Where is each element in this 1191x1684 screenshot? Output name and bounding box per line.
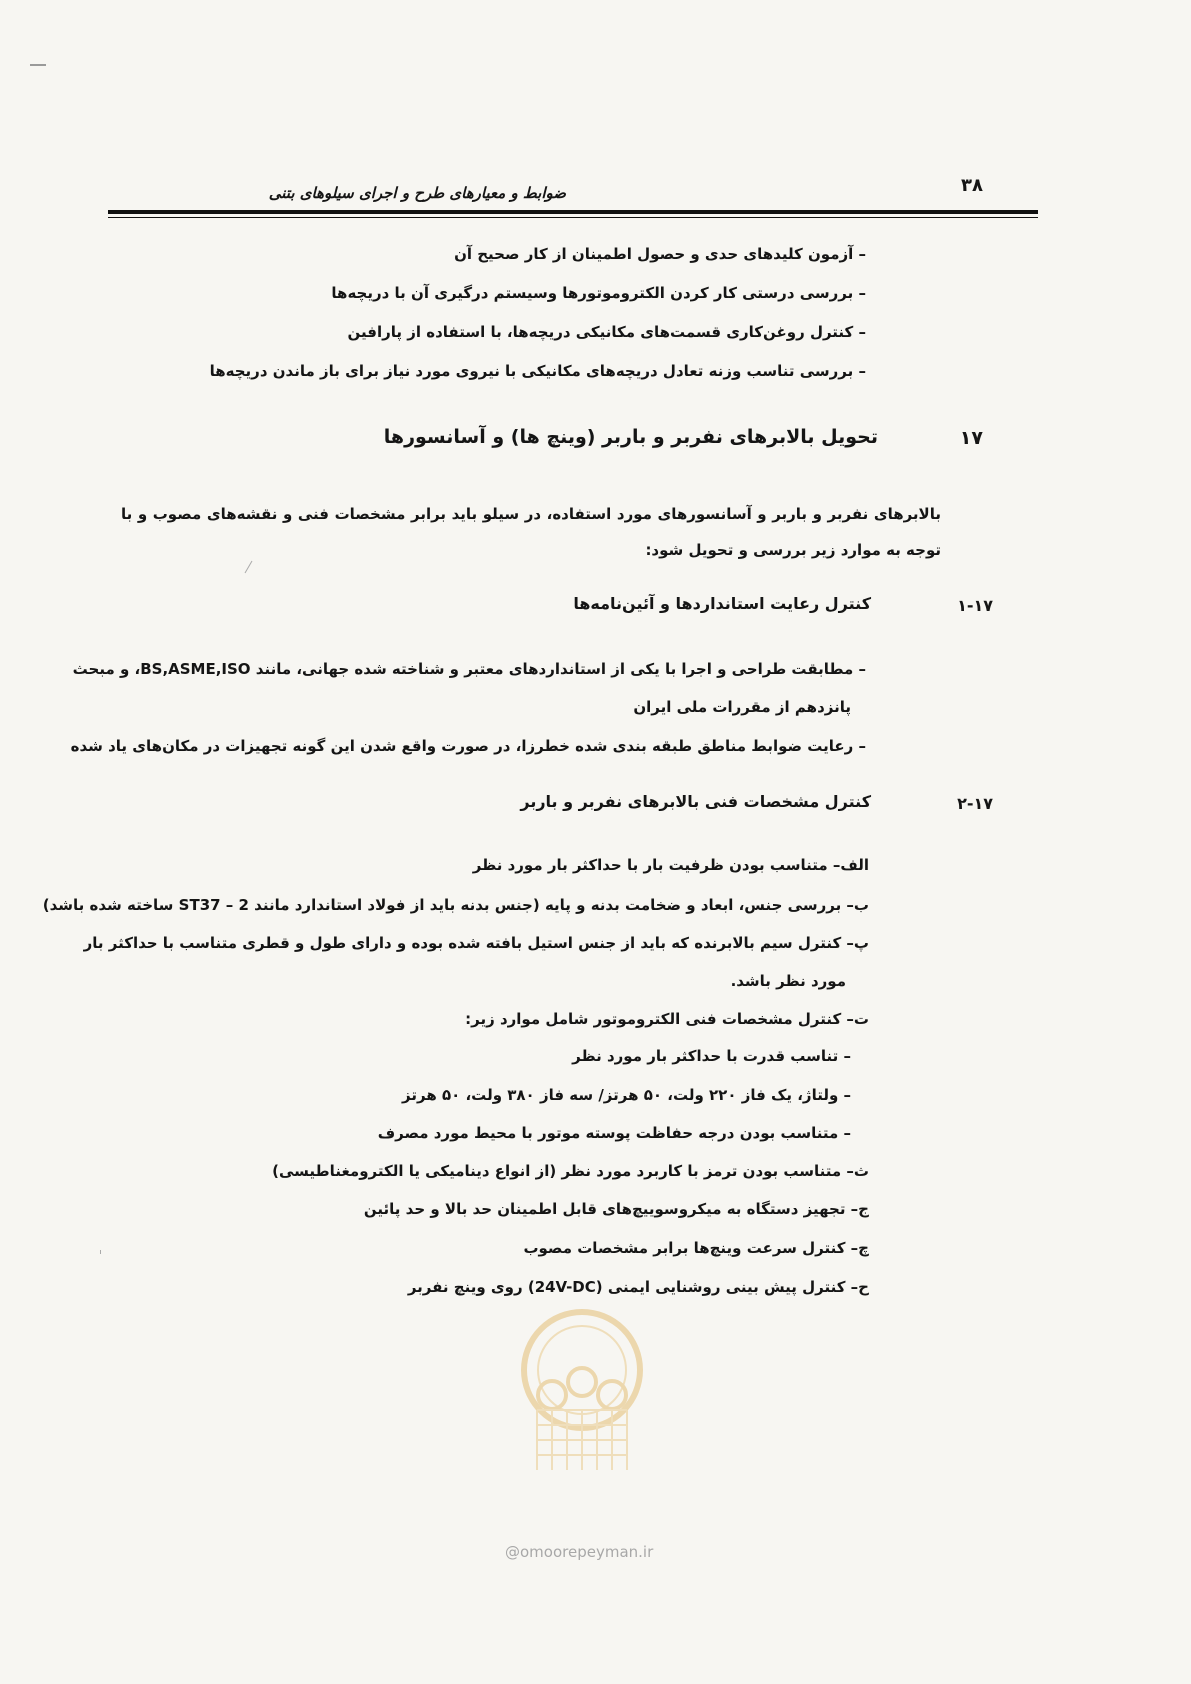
section-heading: تحویل بالابرهای نفربر و باربر (وینچ ها) و آسانسورها bbox=[383, 426, 878, 448]
header-rule-thick bbox=[108, 210, 1038, 214]
list-item: چ– کنترل سرعت وینچ‌ها برابر مشخصات مصوب bbox=[523, 1239, 869, 1257]
list-item: – رعایت ضوابط مناطق طبقه بندی شده خطرزا، در صورت واقع شدن این گونه تجهیزات در مکان‌های یاد شده bbox=[70, 737, 866, 755]
subsection-number: ۲-۱۷ bbox=[957, 794, 993, 813]
sub-list-item: – متناسب بودن درجه حفاظت پوسته موتور با محیط مورد مصرف bbox=[377, 1124, 851, 1142]
list-item: – مطابقت طراحی و اجرا با یکی از استانداردهای معتبر و شناخته شده جهانی، مانند BS,ASME,ISO، و مبحث bbox=[72, 660, 866, 678]
list-item: ج– تجهیز دستگاه به میکروسوییچ‌های قابل اطمینان حد بالا و حد پائین bbox=[363, 1200, 869, 1218]
subsection-heading: کنترل مشخصات فنی بالابرهای نفربر و باربر bbox=[520, 792, 871, 811]
page-number: ۳۸ bbox=[961, 175, 983, 196]
intro-bullet: – بررسی درستی کار کردن الکتروموتورها وسیستم درگیری آن با دریچه‌ها bbox=[331, 284, 866, 302]
watermark-stamp bbox=[492, 1300, 672, 1480]
subsection-heading: کنترل رعایت استانداردها و آئین‌نامه‌ها bbox=[573, 594, 871, 613]
list-item: ح– کنترل پیش بینی روشنایی ایمنی (24V-DC) روی وینچ نفربر bbox=[407, 1278, 869, 1296]
list-item: پ– کنترل سیم بالابرنده که باید از جنس استیل بافته شده بوده و دارای طول و قطری متناسب با حداکثر بار bbox=[83, 934, 869, 952]
section-paragraph: بالابرهای نفربر و باربر و آسانسورهای مورد استفاده، در سیلو باید برابر مشخصات فنی و نقشه‌های مصوب و با توجه به موارد زیر بررسی و تحویل شود: bbox=[121, 505, 941, 559]
list-item-continuation: مورد نظر باشد. bbox=[730, 972, 846, 990]
header-rule-thin bbox=[108, 217, 1038, 218]
list-item: الف– متناسب بودن ظرفیت بار با حداکثر بار مورد نظر bbox=[472, 856, 869, 874]
intro-bullet: – آزمون کلیدهای حدی و حصول اطمینان از کار صحیح آن bbox=[454, 245, 866, 263]
list-item: ث– متناسب بودن ترمز با کاربرد مورد نظر (از انواع دینامیکی یا الکترومغناطیسی) bbox=[272, 1162, 869, 1180]
list-item: ب– بررسی جنس، ابعاد و ضخامت بدنه و پایه (جنس بدنه باید از فولاد استاندارد مانند ST37 – 2 ساخته شده باشد) bbox=[42, 896, 869, 914]
list-item: ت– کنترل مشخصات فنی الکتروموتور شامل موارد زیر: bbox=[465, 1010, 869, 1028]
subsection-number: ۱-۱۷ bbox=[957, 596, 993, 615]
sub-list-item: – تناسب قدرت با حداکثر بار مورد نظر bbox=[572, 1047, 851, 1065]
list-item-continuation: پانزدهم از مقررات ملی ایران bbox=[633, 698, 851, 716]
scan-mark bbox=[100, 1250, 101, 1254]
watermark-site: @omoorepeyman.ir bbox=[505, 1543, 654, 1561]
sub-list-item: – ولتاژ، یک فاز ۲۲۰ ولت، ۵۰ هرتز/ سه فاز ۳۸۰ ولت، ۵۰ هرتز bbox=[402, 1086, 851, 1104]
section-number: ۱۷ bbox=[959, 427, 983, 449]
intro-bullet: – بررسی تناسب وزنه تعادل دریچه‌های مکانیکی با نیروی مورد نیاز برای باز ماندن دریچه‌ها bbox=[209, 362, 866, 380]
intro-bullet: – کنترل روغن‌کاری قسمت‌های مکانیکی دریچه‌ها، با استفاده از پارافین bbox=[347, 323, 866, 341]
running-header-title: ضوابط و معیارهای طرح و اجرای سیلوهای بتنی bbox=[268, 184, 566, 202]
scan-mark bbox=[30, 64, 46, 66]
